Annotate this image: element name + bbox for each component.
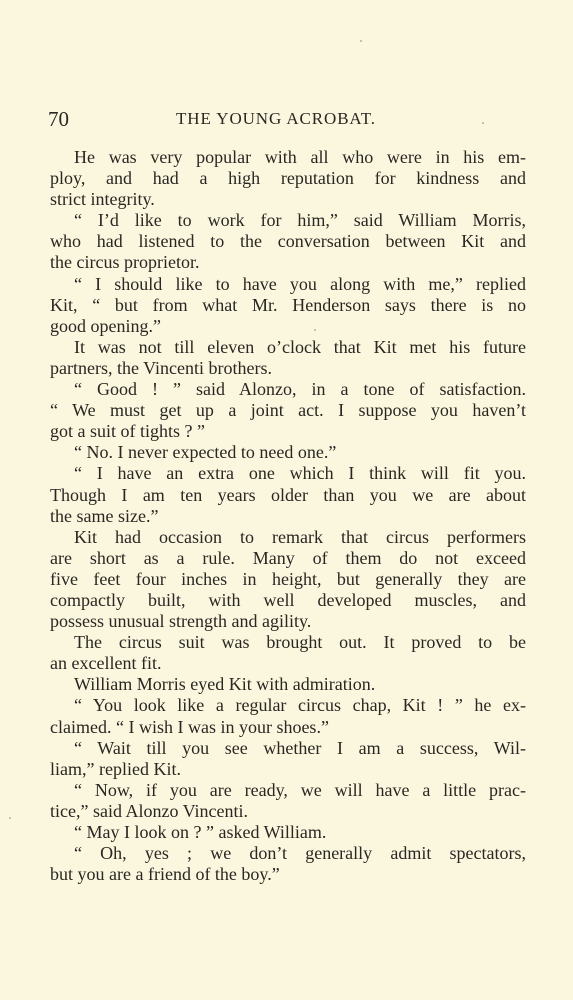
paper-speck <box>314 329 316 331</box>
text-line: ploy, and had a high reputation for kindness and <box>50 168 526 189</box>
paper-speck <box>360 40 362 42</box>
text-line: tice,” said Alonzo Vincenti. <box>50 800 249 821</box>
text-line: good opening.” <box>50 315 161 336</box>
body-text <box>50 147 526 885</box>
page-number: 70 <box>48 107 69 131</box>
text-line: but you are a friend of the boy.” <box>50 864 280 885</box>
text-line: “ You look like a regular circus chap, Kit ! ” he ex- <box>74 695 526 716</box>
text-line: claimed. “ I wish I was in your shoes.” <box>50 716 329 737</box>
text-line: are short as a rule. Many of them do not exceed <box>50 547 526 568</box>
text-line: “ I’d like to work for him,” said William Morris, <box>74 210 526 231</box>
text-line: “ Wait till you see whether I am a success, Wil- <box>74 737 526 758</box>
text-line: “ Good ! ” said Alonzo, in a tone of satisfaction. <box>74 379 526 400</box>
paper-speck <box>482 122 484 124</box>
text-line: who had listened to the conversation between Kit and <box>50 231 526 252</box>
text-line: possess unusual strength and agility. <box>50 611 312 632</box>
text-line: The circus suit was brought out. It proved to be <box>74 632 526 653</box>
text-line: It was not till eleven o’clock that Kit met his future <box>74 336 526 357</box>
text-line: He was very popular with all who were in his em- <box>74 147 526 167</box>
paper-speck <box>9 817 11 819</box>
text-line: liam,” replied Kit. <box>50 758 181 779</box>
text-line: “ Now, if you are ready, we will have a little prac- <box>74 779 526 800</box>
text-line: “ We must get up a joint act. I suppose you haven’t <box>50 400 526 421</box>
text-line: William Morris eyed Kit with admiration. <box>74 674 376 695</box>
text-line: five feet four inches in height, but generally they are <box>50 568 526 589</box>
text-line: “ I have an extra one which I think will fit you. <box>74 463 526 484</box>
text-line: “ Oh, yes ; we don’t generally admit spectators, <box>74 843 526 864</box>
running-title: THE YOUNG ACROBAT. <box>176 109 376 128</box>
text-line: “ I should like to have you along with me,” replied <box>74 273 526 294</box>
text-line: strict integrity. <box>50 189 155 210</box>
text-line: the same size.” <box>50 505 159 526</box>
text-line: partners, the Vincenti brothers. <box>50 357 273 378</box>
text-line: the circus proprietor. <box>50 252 200 273</box>
text-line: Kit, “ but from what Mr. Henderson says there is no <box>50 294 526 315</box>
text-line: compactly built, with well developed muscles, and <box>50 589 526 610</box>
text-line: an excellent fit. <box>50 653 162 674</box>
text-line: Kit had occasion to remark that circus performers <box>74 526 526 547</box>
text-line: “ May I look on ? ” asked William. <box>74 822 327 842</box>
text-line: Though I am ten years older than you we are about <box>50 484 526 505</box>
text-line: “ No. I never expected to need one.” <box>74 442 337 463</box>
text-line: got a suit of tights ? ” <box>50 421 205 442</box>
page-header <box>48 107 523 131</box>
